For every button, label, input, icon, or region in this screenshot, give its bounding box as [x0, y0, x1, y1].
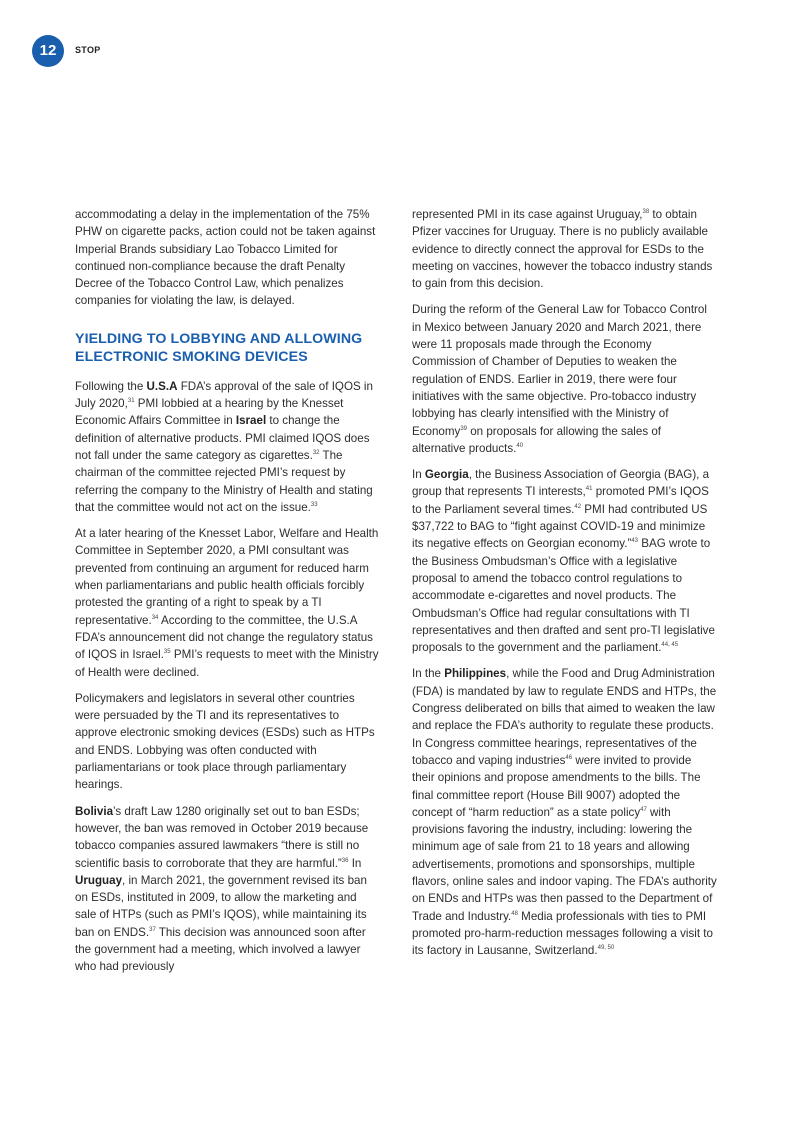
footnote-ref: 38	[642, 209, 650, 215]
footnote-ref: 49, 50	[597, 945, 615, 952]
paragraph: During the reform of the General Law for Tobacco Control in Mexico between January 2020 and March 2021, there were 11 proposals made through the Economy Commission of Chamber of Deputies to weaken the regulation of ENDS. Earlier in 2019, there were four initiatives with the same objective. Pro-tobacco industry lobbying has clearly intensified with the Ministry of Economy$^{39}$ on proposals for allowing the sales of alternative products.$^{40}$	[412, 303, 707, 455]
footnote-ref: 31	[127, 398, 135, 405]
paragraph: represented PMI in its case against Uruguay,$^{38}$ to obtain Pfizer vaccines for Uruguay. There is no publicly available evidence to directly connect the approval for ESDs to the meeting on vaccines, however the tobacco industry stands to gain from this decision.	[412, 208, 713, 291]
footnote-ref: 47	[640, 806, 647, 813]
footnote-ref: 34	[151, 614, 159, 621]
paragraph: In the Philippines, while the Food and Drug Administration (FDA) is mandated by law to regulate ENDS and HTPs, the Congress deliberated on bills that aimed to weaken the law and replace the FDA’s authority to regulate these products. In Congress committee hearings, representatives of the tobacco and vaping industries$^{46}$ were invited to provide their opinions and propose amendments to the bills. The final committee report (House Bill 9007) adopted the concept of “harm reduction” as a state policy$^{47}$ with provisions favoring the industry, including: lowering the minimum age of sale from 21 to 18 years and allowing advertisements, promotions and sponsorships, multiple flavors, online sales and indoor vaping. The FDA’s authority on ENDs and HTPs was then passed to the Department of Trade and Industry.$^{48}$ Media professionals with ties to PMI promoted pro-harm-reduction messages following a visit to its factory in Lausanne, Switzerland.$^{49, 50}$	[412, 667, 717, 958]
page-number-badge: 12	[32, 35, 64, 67]
paragraph: accommodating a delay in the implementation of the 75% PHW on cigarette packs, action could not be taken against Imperial Brands subsidiary Lao Tobacco Limited for continued non-compliance because the draft Penalty Decree of the Tobacco Control Law, which penalizes companies for violating the law, is delayed.	[75, 208, 376, 308]
country-name: Georgia	[424, 468, 469, 482]
left-column	[75, 206, 381, 985]
footnote-ref: 35	[163, 649, 171, 656]
paragraph: Policymakers and legislators in several other countries were persuaded by the TI and its representatives to approve electronic smoking devices (ESDs) such as HTPs and ENDS. Lobbying was often conducted with parliamentarians or took place through parliamentary hearings.	[75, 691, 375, 792]
footnote-ref: 46	[565, 754, 573, 761]
paragraph: Following the U.S.A FDA’s approval of the sale of IQOS in July 2020,31 PMI lobbied at a hearing by the Knesset Economic Affairs Committee in Israel to change the definition of alternative products. PMI claimed IQOS does not fall under the same category as cigarettes.$^{32}$ The chairman of the committee rejected PMI’s request by referring the company to the Ministry of Health and stating that the committee would not act on the issue.$^{33}$	[75, 379, 373, 514]
footnote-ref: 43	[631, 538, 639, 545]
footnote-ref: 42	[574, 503, 582, 510]
paragraph: At a later hearing of the Knesset Labor, Welfare and Health Committee in September 2020, a PMI consultant was prevented from continuing an argument for reduced harm when parliamentarians and public health officials forcibly protested the granting of a right to speak by a TI representative.$^{34}$ According to the committee, the U.S.A FDA’s announcement did not change the regulatory status of IQOS in Israel.$^{35}$ PMI’s requests to meet with the Ministry of Health were declined.	[75, 527, 379, 679]
footnote-ref: 33	[310, 501, 318, 508]
paragraph: In Georgia, the Business Association of Georgia (BAG), a group that represents TI interests,$^{41}$ promoted PMI’s IQOS to the Parliament several times.$^{42}$ PMI had contributed US $37,722 to BAG to “fight against COVID-19 and minimize its negative effects on Georgian economy.”$^{43}$ BAG wrote to the Business Ombudsman’s Office with a legislative proposal to amend the tobacco control regulations to accommodate e-cigarettes and novel products. The Ombudsman’s Office had regular consultations with TI representatives and then drafted and sent pro-TI legislative proposals to the government and the parliament.$^{44, 45}$	[412, 468, 715, 655]
country-name: Uruguay	[75, 873, 123, 887]
footnote-ref: 39	[460, 425, 468, 432]
footnote-ref: 41	[585, 486, 593, 493]
footnote-ref: 40	[516, 442, 524, 449]
right-column	[412, 206, 717, 968]
footnote-ref: 32	[312, 449, 320, 456]
country-name: Philippines	[444, 667, 507, 681]
footnote-ref: 36	[341, 857, 349, 864]
running-title: STOP	[75, 45, 101, 55]
country-name: Israel	[235, 414, 267, 428]
paragraph: Bolivia’s draft Law 1280 originally set out to ban ESDs; however, the ban was removed in October 2019 because tobacco companies assured lawmakers “there is still no scientific basis to corroborate that they are harmful.”$^{36}$ In Uruguay, in March 2021, the government revised its ban on ESDs, instituted in 2009, to allow the marketing and sale of HTPs (such as PMI’s IQOS), while maintaining its ban on ENDS.$^{37}$ This decision was announced soon after the government had a meeting, which involved a lawyer who had previously	[75, 804, 369, 974]
section-heading: YIELDING TO LOBBYING AND ALLOWING ELECTRONIC SMOKING DEVICES	[75, 330, 363, 365]
country-name: Bolivia	[75, 804, 114, 818]
footnote-ref: 48	[511, 910, 518, 917]
footnote-ref: 44, 45	[661, 642, 679, 649]
footnote-ref: 37	[149, 926, 156, 933]
country-name: U.S.A	[146, 379, 178, 393]
